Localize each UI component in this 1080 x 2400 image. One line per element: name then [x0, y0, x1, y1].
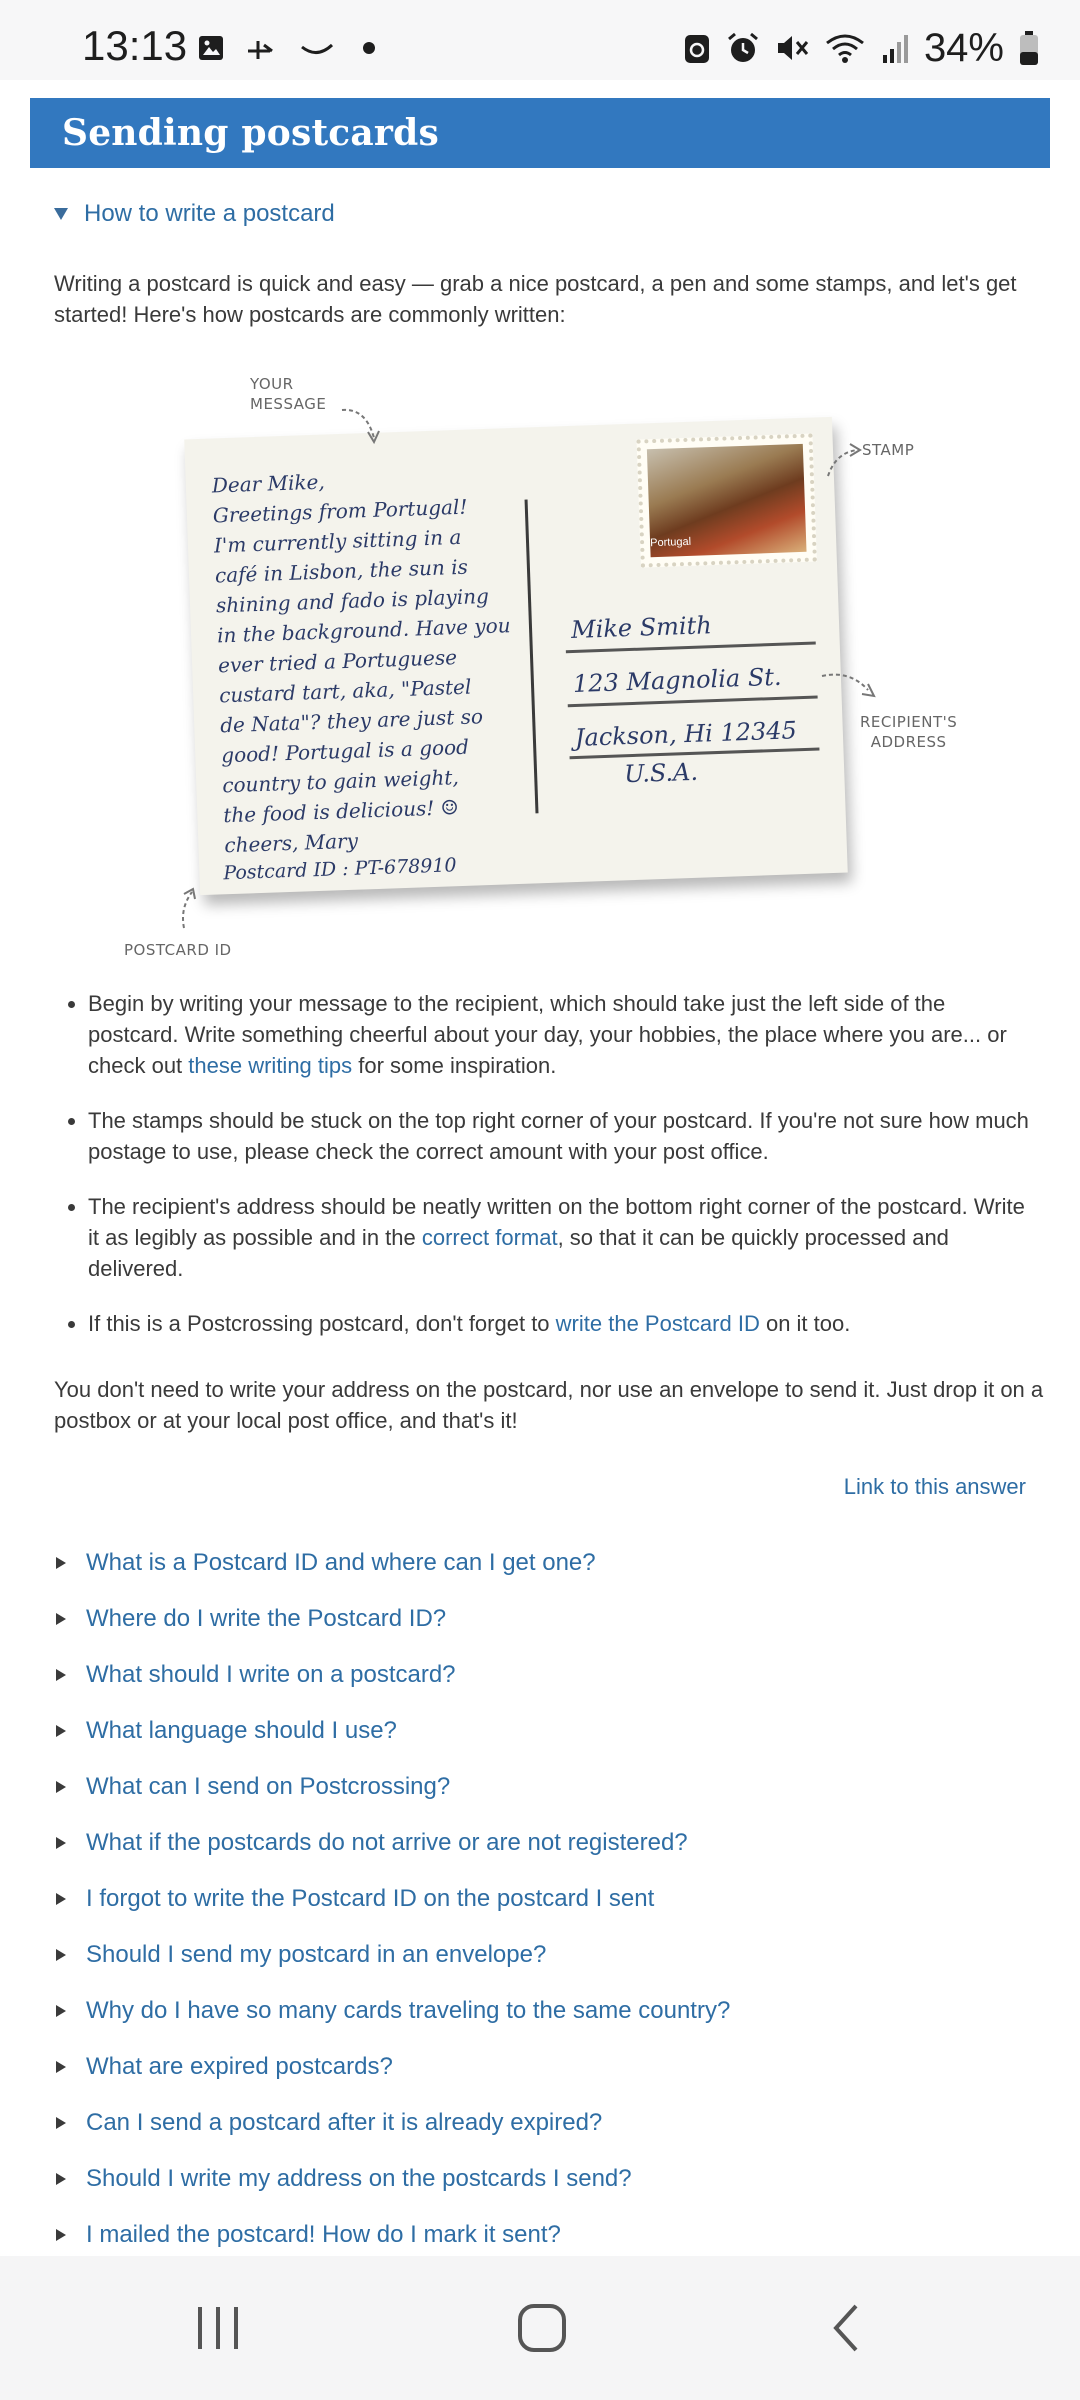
recents-button[interactable]	[178, 2292, 258, 2364]
faq-question-link[interactable]: Where do I write the Postcard ID?	[86, 1605, 447, 1632]
writing-tips-link[interactable]: these writing tips	[188, 1053, 353, 1078]
list-item: The stamps should be stuck on the top right corner of your postcard. If you're not sure how much postage to use, please check the correct amount with your post office.	[54, 1105, 1034, 1167]
arrow-icon	[340, 402, 390, 452]
list-item: The recipient's address should be neatly written on the bottom right corner of the postcard. Write it as legibly as possible and in the correct format, so that it can be quickly processed and delivered.	[54, 1191, 1034, 1284]
recycle-icon	[682, 31, 712, 65]
triangle-right-icon	[56, 2229, 66, 2241]
arrow-icon	[176, 886, 206, 930]
message-line: cheers, Mary	[224, 828, 359, 858]
status-time: 13:13	[82, 22, 188, 69]
address-line-4: U.S.A.	[623, 757, 699, 789]
message-line: I'm currently sitting in a	[213, 524, 462, 558]
message-line: country to gain weight,	[221, 765, 460, 798]
triangle-right-icon	[56, 1725, 66, 1737]
faq-question-link[interactable]: What if the postcards do not arrive or are not registered?	[86, 1829, 688, 1856]
annotation-your-message: YOUR MESSAGE	[250, 375, 327, 413]
message-line: shining and fado is playing	[215, 583, 490, 618]
faq-item[interactable]	[54, 2039, 1044, 2095]
faq-item[interactable]	[54, 1647, 1044, 1703]
message-line: Dear Mike,	[211, 469, 326, 498]
address-line-1: Mike Smith	[570, 611, 713, 645]
triangle-right-icon	[56, 1893, 66, 1905]
faq-question-link[interactable]: What can I send on Postcrossing?	[86, 1773, 451, 1800]
annotation-recipients-address: RECIPIENT'S ADDRESS	[860, 713, 958, 751]
message-line: de Nata"? they are just so	[219, 704, 484, 738]
triangle-right-icon	[56, 2061, 66, 2073]
battery-percent: 34%	[923, 25, 1004, 70]
faq-item[interactable]	[54, 1927, 1044, 1983]
postcard-message	[211, 460, 524, 860]
postcard-id-text: Postcard ID : PT-678910	[223, 854, 457, 885]
faq-item[interactable]	[54, 1815, 1044, 1871]
faq-question-link[interactable]: Should I send my postcard in an envelope?	[86, 1941, 547, 1968]
faq-question-link[interactable]: What are expired postcards?	[86, 2053, 393, 2080]
faq-item[interactable]	[54, 1591, 1044, 1647]
triangle-down-icon	[54, 208, 68, 220]
faq-item-open[interactable]	[54, 200, 335, 228]
navigation-bar	[0, 2256, 1080, 2400]
triangle-right-icon	[56, 2117, 66, 2129]
arrow-icon	[820, 668, 880, 704]
triangle-right-icon	[56, 1781, 66, 1793]
triangle-right-icon	[56, 2005, 66, 2017]
arrow-icon	[826, 440, 862, 480]
stamp-text: Portugal	[649, 535, 692, 550]
wifi-icon	[824, 31, 866, 65]
address-rule	[568, 695, 818, 707]
postcard-divider	[525, 500, 539, 814]
triangle-right-icon	[56, 2173, 66, 2185]
faq-list	[54, 1535, 1044, 2263]
message-line: custard tart, aka, "Pastel	[218, 674, 472, 708]
dot-icon	[354, 33, 384, 63]
link-to-answer[interactable]: Link to this answer	[843, 1474, 1026, 1499]
faq-question-link[interactable]: Can I send a postcard after it is already expired?	[86, 2109, 603, 2136]
message-line: ever tried a Portuguese	[217, 645, 458, 678]
faq-open-label[interactable]: How to write a postcard	[84, 200, 335, 227]
faq-question-link[interactable]: What should I write on a postcard?	[86, 1661, 456, 1688]
faq-item[interactable]	[54, 2151, 1044, 2207]
faq-question-link[interactable]: Should I write my address on the postcards I send?	[86, 2165, 632, 2192]
image-icon	[196, 33, 226, 63]
faq-item[interactable]	[54, 2095, 1044, 2151]
faq-item[interactable]	[54, 1759, 1044, 1815]
triangle-right-icon	[56, 1613, 66, 1625]
address-line-3: Jackson, Hi 12345	[574, 716, 798, 752]
status-bar	[0, 0, 1080, 80]
correct-format-link[interactable]: correct format	[421, 1225, 558, 1250]
faq-item[interactable]	[54, 1871, 1044, 1927]
back-icon	[826, 2300, 866, 2356]
message-line: the food is delicious! ☺	[222, 795, 459, 828]
faq-item[interactable]	[54, 1535, 1044, 1591]
faq-question-link[interactable]: I mailed the postcard! How do I mark it sent?	[86, 2221, 561, 2248]
battery-icon	[1018, 30, 1040, 66]
address-line-2: 123 Magnolia St.	[572, 662, 782, 699]
faq-item[interactable]	[54, 1983, 1044, 2039]
page-title: Sending postcards	[62, 112, 439, 154]
signal-icon	[880, 31, 910, 65]
outro-text: You don't need to write your address on the postcard, nor use an envelope to send it. Just drop it on a postbox or at your local post office, and that's it!	[54, 1377, 1044, 1433]
faq-question-link[interactable]: Why do I have so many cards traveling to the same country?	[86, 1997, 731, 2024]
postcard-id-link[interactable]: write the Postcard ID	[555, 1311, 760, 1336]
postcard-illustration	[120, 368, 960, 968]
triangle-right-icon	[56, 1837, 66, 1849]
message-line: good! Portugal is a good	[220, 734, 470, 768]
alarm-icon	[726, 31, 760, 65]
list-item: If this is a Postcrossing postcard, don't forget to write the Postcard ID on it too.	[54, 1308, 1034, 1339]
faq-question-link[interactable]: What language should I use?	[86, 1717, 397, 1744]
swap-icon	[244, 33, 280, 63]
back-button[interactable]	[806, 2292, 886, 2364]
faq-question-link[interactable]: I forgot to write the Postcard ID on the postcard I sent	[86, 1885, 655, 1912]
recents-icon	[190, 2303, 246, 2353]
annotation-postcard-id: POSTCARD ID	[124, 941, 232, 959]
faq-item[interactable]	[54, 2207, 1044, 2263]
triangle-right-icon	[56, 1557, 66, 1569]
mute-icon	[774, 31, 810, 65]
list-item: Begin by writing your message to the recipient, which should take just the left side of the postcard. Write something cheerful about your day, your hobbies, the place where you are... or check out these writing tips for some inspiration.	[54, 988, 1034, 1081]
message-line: café in Lisbon, the sun is	[214, 554, 469, 588]
intro-text: Writing a postcard is quick and easy — grab a nice postcard, a pen and some stamps, and let's get started! Here's how postcards are commonly written:	[54, 271, 1017, 327]
home-icon	[514, 2300, 570, 2356]
faq-item[interactable]	[54, 1703, 1044, 1759]
triangle-right-icon	[56, 1949, 66, 1961]
postcard	[184, 417, 848, 895]
status-right-icons	[682, 22, 1040, 74]
smile-icon	[298, 33, 336, 63]
instruction-list	[54, 988, 1034, 1363]
home-button[interactable]	[502, 2292, 582, 2364]
status-left-icons	[196, 30, 384, 66]
message-line: Greetings from Portugal!	[212, 494, 468, 528]
message-line: in the background. Have you	[216, 613, 511, 648]
triangle-right-icon	[56, 1669, 66, 1681]
faq-question-link[interactable]: What is a Postcard ID and where can I get one?	[86, 1549, 596, 1576]
annotation-stamp: STAMP	[862, 441, 915, 459]
page-header	[30, 98, 1050, 168]
stamp-image	[637, 434, 817, 568]
address-rule	[566, 642, 816, 654]
